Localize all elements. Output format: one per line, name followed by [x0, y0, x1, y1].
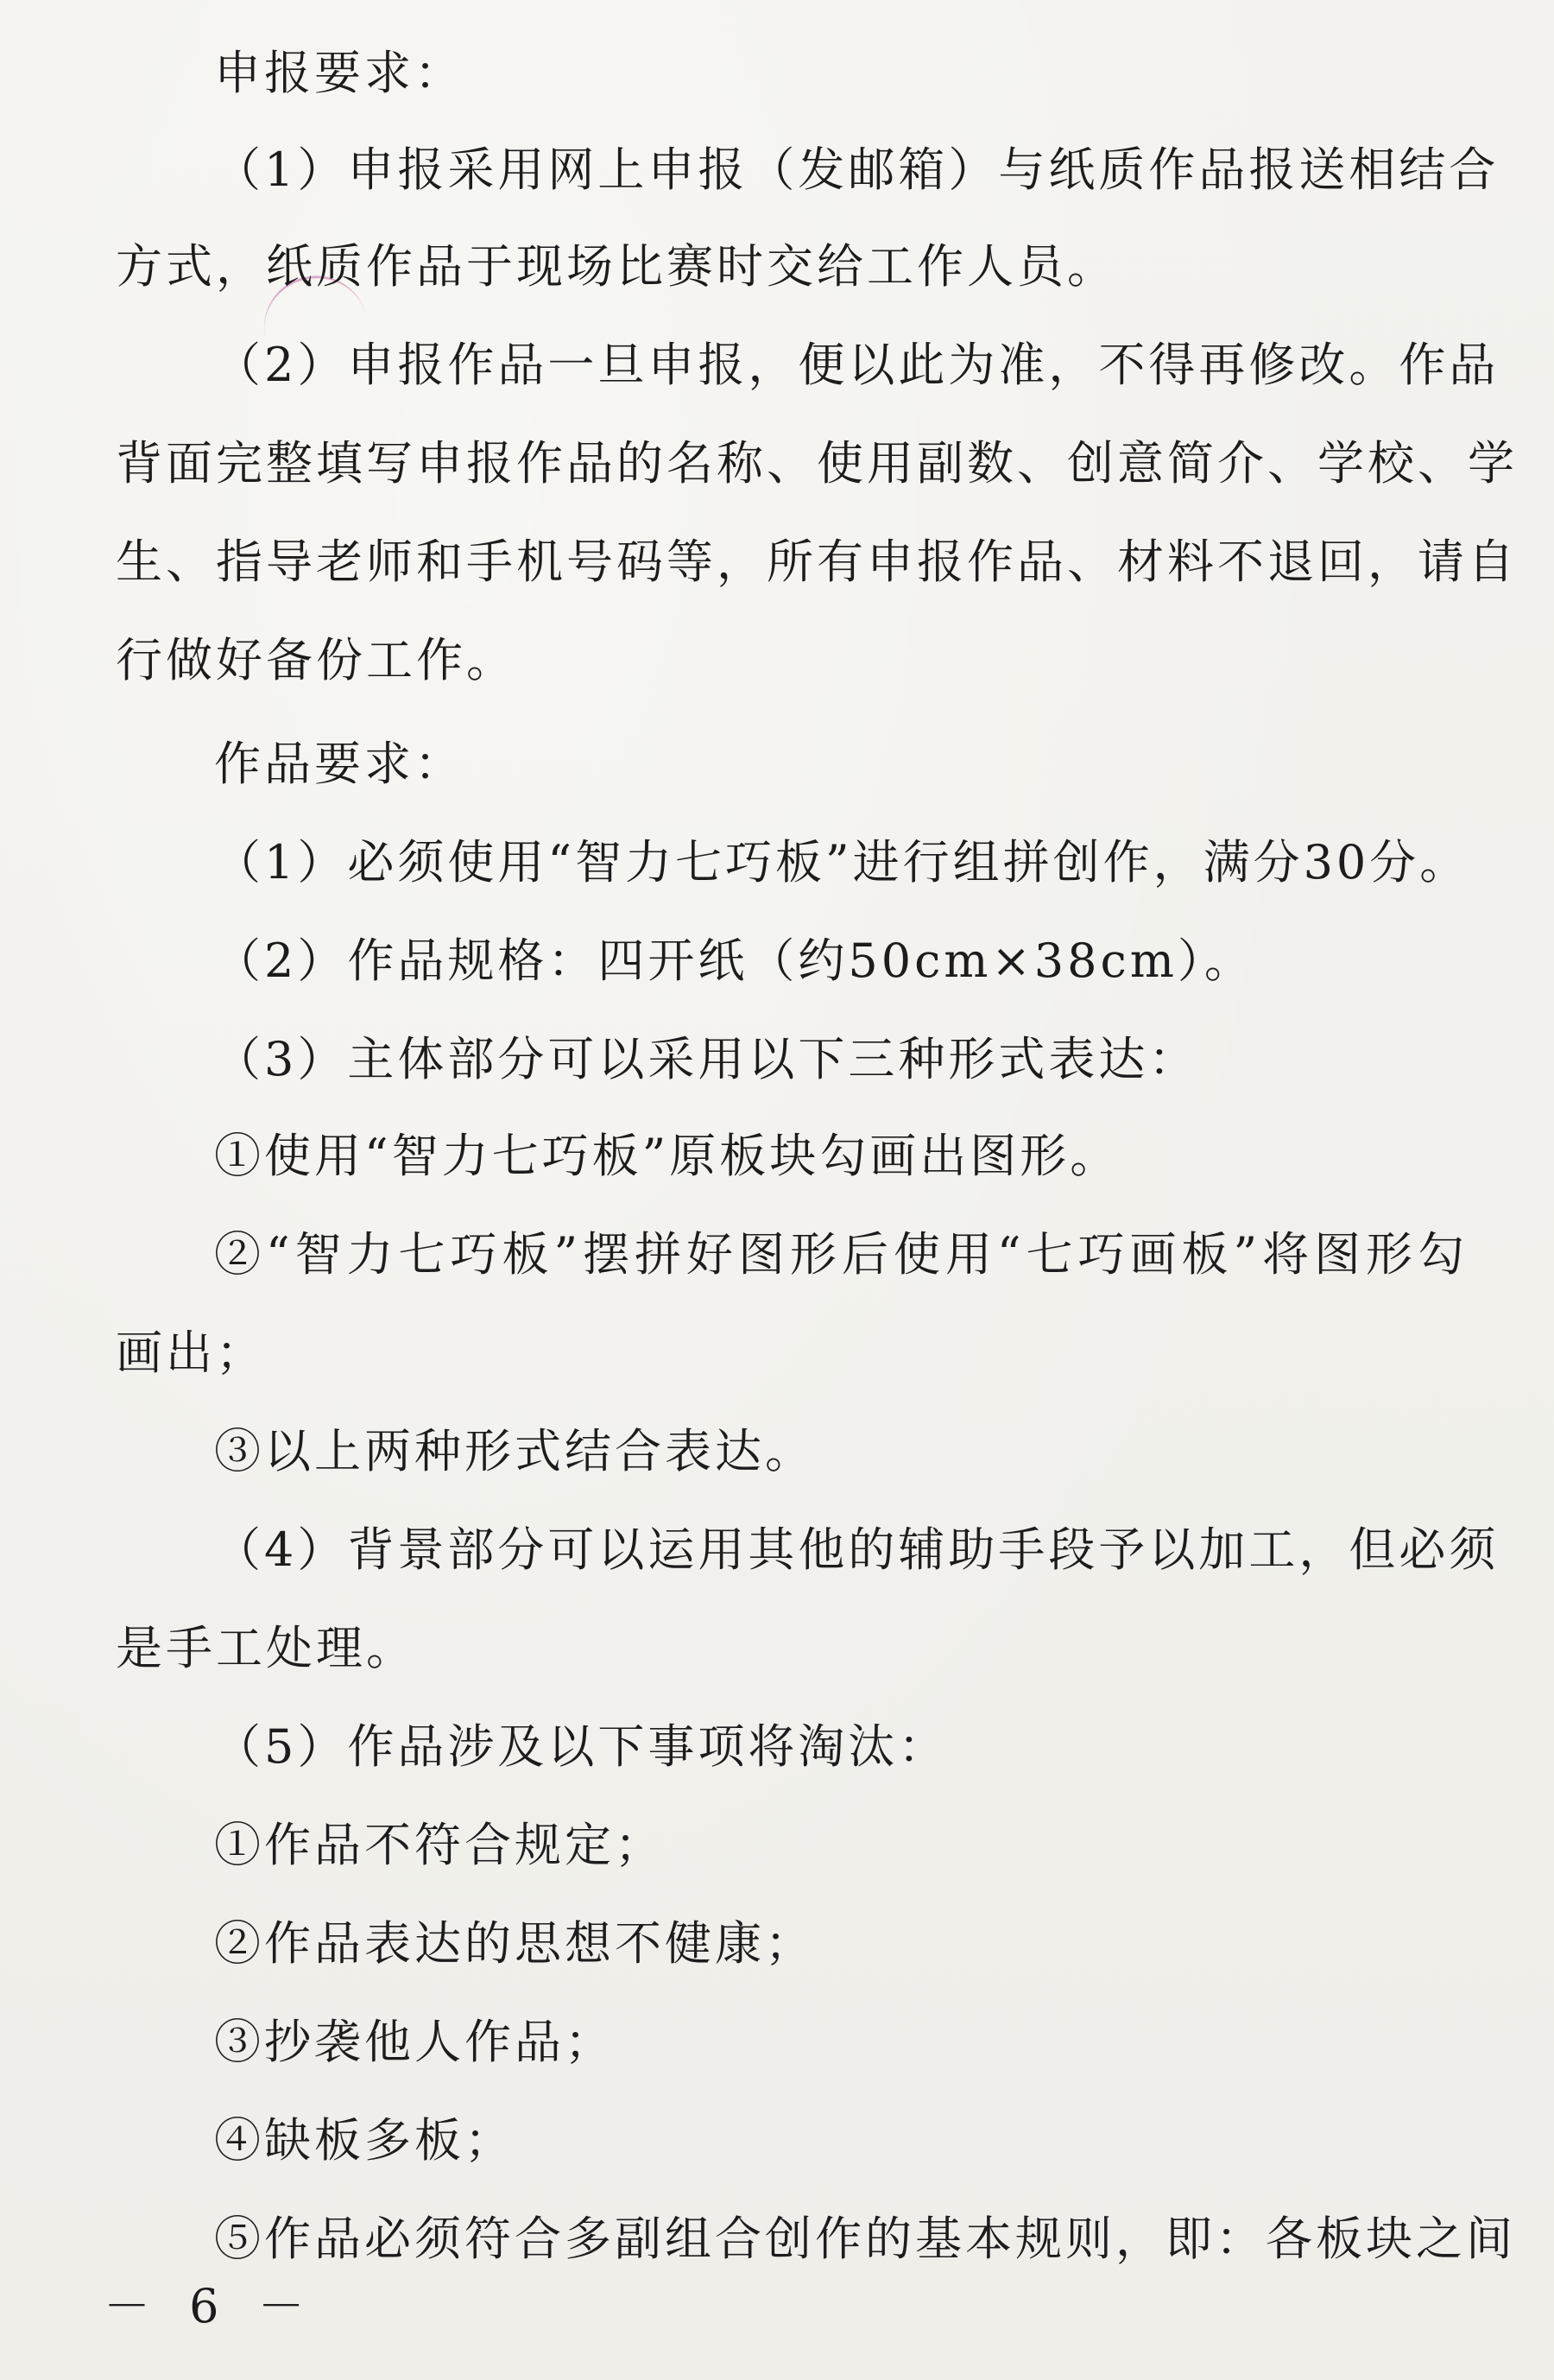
list-item-continuation: 画出；	[116, 1326, 266, 1380]
paragraph-line: （2）作品规格：四开纸（约50cm×38cm）。	[214, 934, 1254, 988]
list-item: ③抄袭他人作品；	[214, 2015, 615, 2069]
paragraph-line: 生、指导老师和手机号码等，所有申报作品、材料不退回，请自	[116, 535, 1518, 589]
paragraph-line: （3）主体部分可以采用以下三种形式表达：	[214, 1032, 1199, 1086]
heading-application-requirements: 申报要求：	[214, 46, 464, 100]
paragraph-line: 行做好备份工作。	[116, 633, 516, 687]
paragraph-line: 背面完整填写申报作品的名称、使用副数、创意简介、学校、学	[116, 436, 1518, 491]
heading-work-requirements: 作品要求：	[214, 737, 464, 791]
list-item: ②“智力七巧板”摆拼好图形后使用“七巧画板”将图形勾	[214, 1227, 1468, 1282]
list-item: ②作品表达的思想不健康；	[214, 1916, 815, 1971]
paragraph-line: （4）背景部分可以运用其他的辅助手段予以加工，但必须	[214, 1522, 1500, 1577]
list-item: ①作品不符合规定；	[214, 1818, 665, 1872]
paragraph-line: （2）申报作品一旦申报，便以此为准，不得再修改。作品	[214, 338, 1500, 392]
page-number: － 6 －	[104, 2279, 317, 2333]
list-item: ①使用“智力七巧板”原板块勾画出图形。	[214, 1129, 1121, 1183]
list-item: ④缺板多板；	[214, 2113, 515, 2168]
paragraph-line: （1）申报采用网上申报（发邮箱）与纸质作品报送相结合	[214, 142, 1500, 197]
paragraph-line: 是手工处理。	[116, 1621, 416, 1675]
list-item: ⑤作品必须符合多副组合创作的基本规则，即：各板块之间	[214, 2212, 1516, 2266]
paragraph-line: （5）作品涉及以下事项将淘汰：	[214, 1719, 949, 1774]
list-item: ③以上两种形式结合表达。	[214, 1424, 815, 1478]
paragraph-line: （1）必须使用“智力七巧板”进行组拼创作，满分30分。	[214, 835, 1470, 889]
paragraph-line: 方式，纸质作品于现场比赛时交给工作人员。	[116, 239, 1117, 294]
